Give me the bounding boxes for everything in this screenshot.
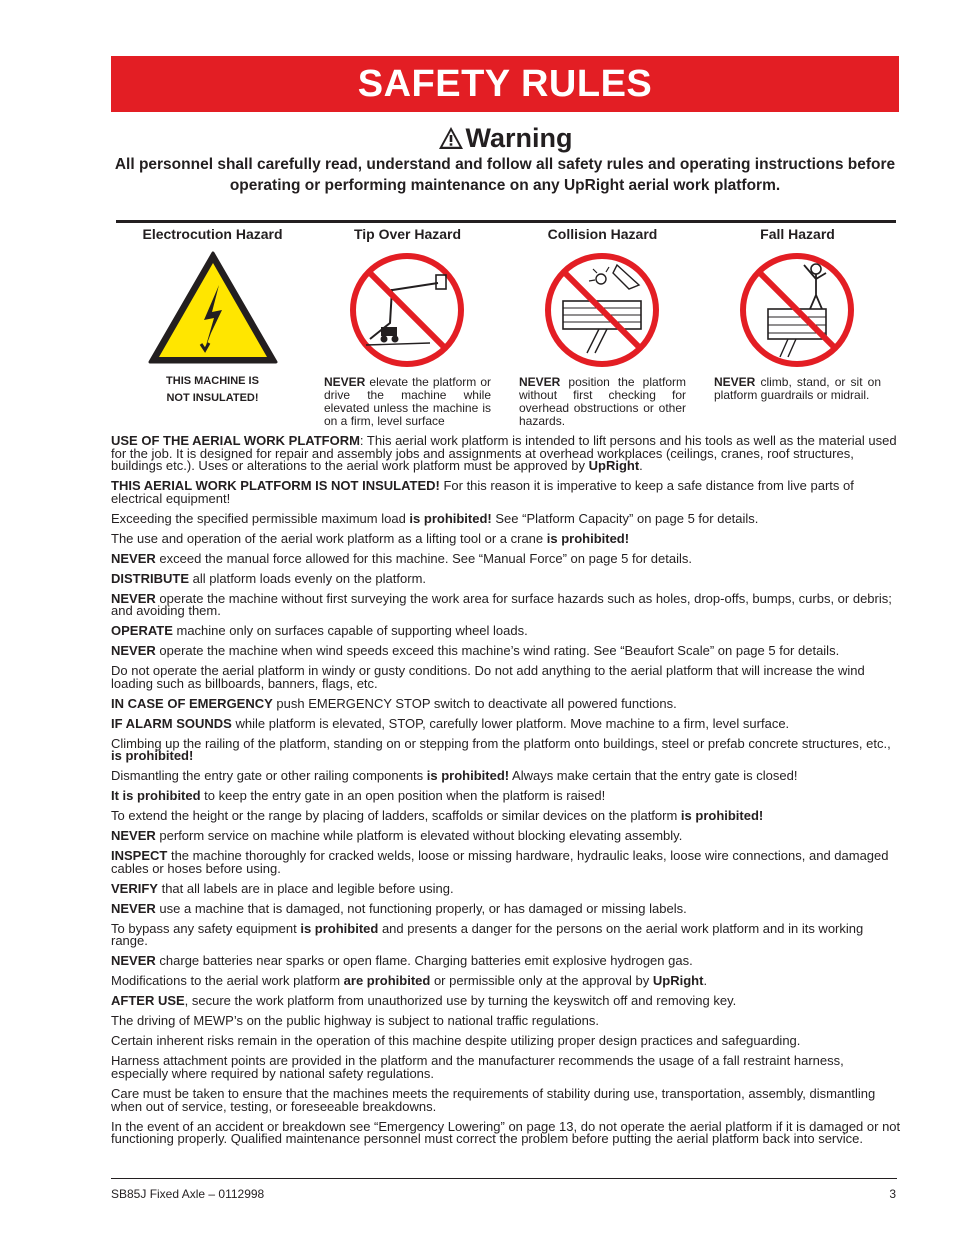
hazard-title: Electrocution Hazard [142, 226, 283, 242]
safety-rule [111, 695, 901, 711]
rule-text: machine only on surfaces capable of supporting wheel loads. [172, 623, 528, 639]
rule-emphasis: is prohibited! [426, 768, 510, 784]
rule-text: operate the machine when wind speeds exceed this machine’s wind rating. See “Beaufort Scale” on page 5 for details. [155, 643, 840, 659]
rule-text: Certain inherent risks remain in the operation of this machine despite utilizing proper design practices and safeguarding. [111, 1033, 801, 1049]
rule-text: while platform is elevated, STOP, carefully lower platform. Move machine to a firm, level surface. [231, 715, 790, 731]
rule-emphasis: NEVER [111, 550, 156, 566]
safety-rule [111, 920, 901, 949]
warning-title: Warning [465, 123, 573, 153]
rule-text: In the event of an accident or breakdown see “Emergency Lowering” on page 13, do not operate the aerial platform if it is damaged or not functioning properly. Qualified maintenance personnel must correct the problem before putting the aerial platform back into service. [111, 1118, 901, 1147]
rule-text: or permissible only at the approval by [430, 973, 653, 989]
rule-text: Dismantling the entry gate or other railing components [111, 768, 427, 784]
rule-emphasis: USE OF THE AERIAL WORK PLATFORM [111, 433, 360, 448]
rule-text: charge batteries near sparks or open flame. Charging batteries emit explosive hydrogen gas. [155, 953, 693, 969]
rule-text: To bypass any safety equipment [111, 920, 301, 936]
rule-text: The use and operation of the aerial work platform as a lifting tool or a crane [111, 530, 547, 546]
rule-emphasis: IN CASE OF EMERGENCY [111, 695, 273, 711]
safety-rule [111, 590, 901, 619]
rule-text: To extend the height or the range by placing of ladders, scaffolds or similar devices on the platform [111, 808, 681, 824]
rule-text: . [639, 458, 643, 474]
caption-text: position the platform without first checking for overhead obstructions or other hazards. [519, 375, 686, 428]
rule-text: perform service on machine while platform is elevated without blocking elevating assembly. [155, 828, 683, 844]
rule-text: operate the machine without first surveying the work area for surface hazards such as holes, drop-offs, bumps, curbs, or debris; and avoiding them. [111, 590, 892, 619]
rule-text: Exceeding the specified permissible maximum load [111, 510, 410, 526]
caption-text: climb, stand, or sit on platform guardrails or midrail. [714, 375, 881, 402]
rule-text: the machine thoroughly for cracked welds, loose or missing hardware, hydraulic leaks, loose wire connections, and damaged cables or hoses before using. [111, 848, 889, 876]
rule-emphasis: NEVER [111, 590, 156, 606]
rule-emphasis: is prohibited! [546, 530, 630, 546]
caption-line-1: THIS MACHINE IS [166, 375, 259, 387]
safety-rule [111, 1015, 901, 1028]
rule-emphasis: IF ALARM SOUNDS [111, 715, 232, 731]
rule-text: See “Platform Capacity” on page 5 for details. [491, 510, 759, 526]
caption-text: elevate the platform or drive the machine while elevated unless the machine is on a firm, level surface [324, 375, 491, 428]
page-number: 3 [889, 1187, 896, 1201]
rule-text: all platform loads evenly on the platform. [189, 570, 427, 586]
rule-text: , secure the work platform from unauthorized use by turning the keyswitch off and removing key. [184, 993, 737, 1009]
rule-emphasis: AFTER USE [111, 993, 185, 1009]
rule-text: . [703, 973, 708, 989]
rule-emphasis: INSPECT [111, 848, 168, 864]
rule-text: Harness attachment points are provided in the platform and the manufacturer recommends the usage of a fall restraint harness, especially where required by national safety regulations. [111, 1053, 844, 1081]
safety-rule [111, 480, 901, 505]
caption-lead: NEVER [519, 375, 561, 389]
rule-text: Care must be taken to ensure that the machines meets the requirements of stability during use, transportation, assembly, dismantling when out of service, testing, or foreseeable breakdowns. [111, 1085, 876, 1114]
safety-rule [111, 570, 901, 586]
rule-emphasis: THIS AERIAL WORK PLATFORM IS NOT INSULATED! [111, 478, 440, 494]
rule-emphasis: UpRight [652, 973, 704, 989]
rule-text: and presents a danger for the persons on the aerial work platform and in its working range. [111, 920, 864, 949]
section-divider [116, 220, 896, 223]
safety-rules-list [111, 435, 901, 1153]
footer-divider [111, 1178, 897, 1179]
rule-emphasis: NEVER [111, 643, 156, 659]
safety-rule [111, 830, 901, 843]
safety-rule [111, 995, 901, 1008]
safety-rule [111, 1035, 901, 1048]
rule-text: The driving of MEWP’s on the public highway is subject to national traffic regulations. [111, 1013, 599, 1029]
rule-emphasis: NEVER [111, 953, 156, 969]
rule-text: : This aerial work platform is intended to lift persons and his tools as well as the material used for the job. It is designed for repair and assembly jobs and assignments at overhead workplaces (ceilings, cranes, roof structures, buildings etc.). Uses or alterations to the aerial work platform must be approved by [111, 433, 897, 474]
hazard-title: Collision Hazard [547, 226, 658, 242]
rule-text: to keep the entry gate in an open position when the platform is raised! [200, 788, 606, 804]
hazard-caption [115, 373, 310, 407]
rule-text: For this reason it is imperative to keep a safe distance from live parts of electrical equipment! [111, 478, 854, 506]
safety-rule [111, 715, 901, 731]
rule-emphasis: DISTRIBUTE [111, 570, 189, 586]
rule-emphasis: are prohibited [343, 973, 431, 989]
page-title-banner: SAFETY RULES [111, 56, 899, 112]
hazard-title: Fall Hazard [760, 226, 835, 242]
safety-rule [111, 735, 901, 764]
safety-rule [111, 975, 901, 988]
rule-text: use a machine that is damaged, not functioning properly, or has damaged or missing labels. [155, 900, 687, 916]
warning-triangle-icon [438, 126, 464, 150]
hazard-caption [519, 376, 686, 428]
rule-text: that all labels are in place and legible before using. [157, 880, 454, 896]
caption-line-2: NOT INSULATED! [166, 392, 259, 404]
intro-statement: All personnel shall carefully read, understand and follow all safety rules and operating instructions before operating or performing maintenance on any UpRight aerial work platform. [114, 156, 896, 194]
safety-rule [111, 1055, 901, 1080]
safety-rule [111, 955, 901, 968]
safety-rule [111, 880, 901, 896]
warning-heading [111, 122, 899, 154]
hazard-fall [700, 225, 895, 402]
hazard-collision [505, 225, 700, 428]
hazard-caption [324, 376, 491, 428]
rule-emphasis: is prohibited! [111, 748, 194, 764]
safety-rule [111, 850, 901, 875]
safety-rule [111, 510, 901, 526]
safety-rule [111, 665, 901, 690]
no-climbing-icon [738, 251, 856, 369]
safety-rule [111, 530, 901, 546]
rule-text: exceed the manual force allowed for this machine. See “Manual Force” on page 5 for details. [155, 550, 692, 566]
rule-emphasis: VERIFY [111, 880, 158, 896]
hazard-electrocution [115, 225, 310, 404]
safety-rule [111, 790, 901, 803]
rule-emphasis: is prohibited! [680, 808, 764, 824]
rule-emphasis: NEVER [111, 828, 156, 844]
safety-rule [111, 770, 901, 783]
rule-text: Climbing up the railing of the platform, standing on or stepping from the platform onto buildings, steel or prefab concrete structures, etc., [111, 735, 891, 751]
rule-emphasis: UpRight [588, 458, 640, 474]
rule-emphasis: is prohibited! [409, 510, 492, 526]
rule-emphasis: OPERATE [111, 623, 173, 639]
rule-emphasis: is prohibited [300, 920, 379, 936]
no-tip-over-icon [348, 251, 466, 369]
safety-rule [111, 1118, 901, 1147]
caption-lead: NEVER [324, 375, 366, 389]
safety-rule [111, 1085, 901, 1114]
rule-emphasis: NEVER [111, 900, 156, 916]
rule-text: Modifications to the aerial work platform [111, 973, 344, 989]
high-voltage-warning-icon [148, 251, 278, 365]
footer-model: SB85J Fixed Axle – 0112998 [111, 1187, 265, 1201]
caption-lead: NEVER [714, 375, 756, 389]
hazard-title: Tip Over Hazard [353, 226, 462, 242]
safety-rule [111, 900, 901, 916]
safety-rule [111, 435, 901, 473]
hazard-caption [714, 376, 881, 402]
rule-text: push EMERGENCY STOP switch to deactivate all powered functions. [272, 695, 677, 711]
safety-rule [111, 645, 901, 658]
no-collision-icon [543, 251, 661, 369]
safety-rule [111, 625, 901, 638]
rule-emphasis: It is prohibited [111, 788, 201, 804]
safety-rule [111, 550, 901, 566]
rule-text: Always make certain that the entry gate is closed! [509, 768, 798, 784]
hazard-tip-over [310, 225, 505, 428]
rule-text: Do not operate the aerial platform in windy or gusty conditions. Do not add anything to the aerial platform that will increase the wind loading such as billboards, banners, flags, etc. [111, 663, 865, 691]
safety-rule [111, 810, 901, 823]
